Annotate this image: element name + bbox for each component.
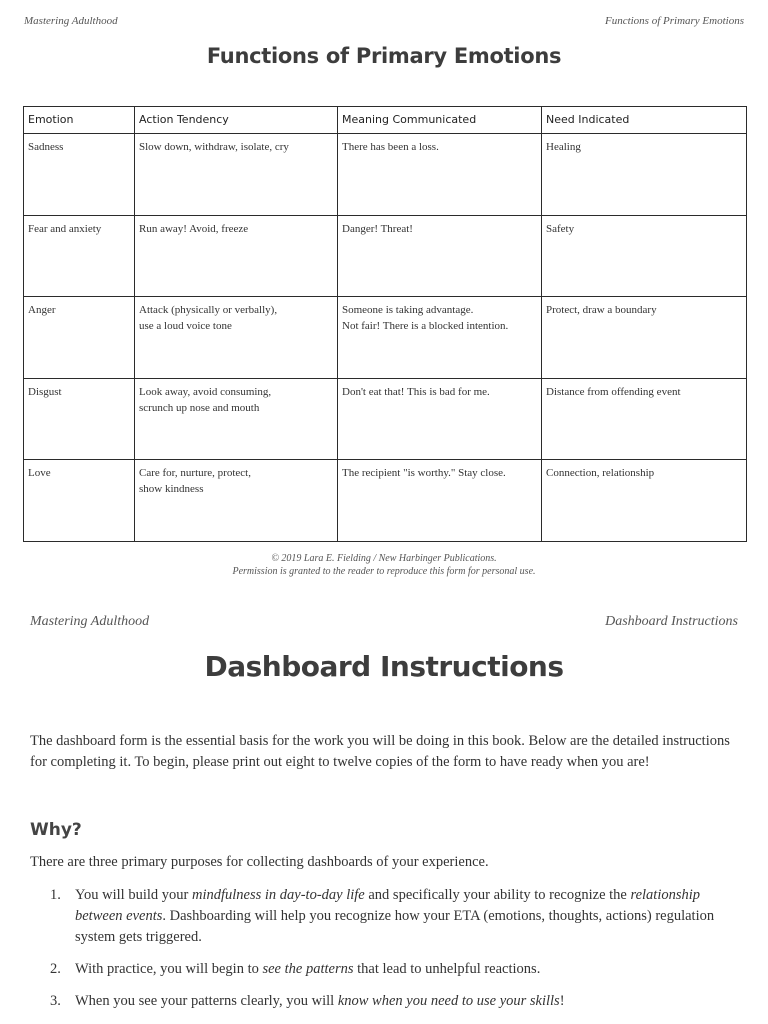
- cell-emotion: Sadness: [24, 134, 135, 216]
- page-title: Dashboard Instructions: [204, 650, 564, 683]
- list-item: 2. With practice, you will begin to see the patterns that lead to unhelpful reactions.: [30, 959, 740, 980]
- emotions-table: [23, 106, 747, 542]
- table-header-row: [24, 107, 747, 134]
- cell-action: Attack (physically or verbally), use a loud voice tone: [135, 297, 338, 379]
- cell-need: Healing: [542, 134, 747, 216]
- column-header-action-tendency: Action Tendency: [135, 107, 338, 134]
- page-title: Functions of Primary Emotions: [206, 44, 562, 68]
- column-header-meaning: Meaning Communicated: [338, 107, 542, 134]
- list-item: 3. When you see your patterns clearly, you will know when you need to use your skills!: [30, 991, 740, 1012]
- column-header-need: Need Indicated: [542, 107, 747, 134]
- cell-meaning: The recipient "is worthy." Stay close.: [338, 460, 542, 542]
- cell-action: Slow down, withdraw, isolate, cry: [135, 134, 338, 216]
- cell-meaning: Someone is taking advantage. Not fair! There is a blocked intention.: [338, 297, 542, 379]
- section-heading-why: Why?: [30, 820, 82, 840]
- cell-emotion: Love: [24, 460, 135, 542]
- list-number: 3.: [50, 993, 61, 1009]
- cell-meaning: Don't eat that! This is bad for me.: [338, 378, 542, 460]
- running-head-right: Functions of Primary Emotions: [604, 15, 744, 27]
- cell-action: Run away! Avoid, freeze: [135, 215, 338, 297]
- cell-need: Safety: [542, 215, 747, 297]
- table-row: [24, 134, 747, 216]
- list-item: 1. You will build your mindfulness in day-to-day life and specifically your ability to recognize the relationship between events. Dashboarding will help you recognize how your ETA (emotions, thoughts, actions) regulation system gets triggered.: [50, 887, 715, 945]
- cell-action: Care for, nurture, protect, show kindness: [135, 460, 338, 542]
- cell-meaning: There has been a loss.: [338, 134, 542, 216]
- copyright-line: © 2019 Lara E. Fielding / New Harbinger Publications.: [271, 553, 497, 564]
- cell-need: Distance from offending event: [542, 378, 747, 460]
- cell-emotion: Anger: [24, 297, 135, 379]
- table-row: [24, 460, 747, 542]
- purposes-list: [30, 885, 740, 1023]
- cell-emotion: Fear and anxiety: [24, 215, 135, 297]
- table-row: [24, 378, 747, 460]
- why-intro-paragraph: There are three primary purposes for collecting dashboards of your experience.: [30, 854, 489, 870]
- cell-need: Protect, draw a boundary: [542, 297, 747, 379]
- table-row: [24, 215, 747, 297]
- column-header-emotion: Emotion: [24, 107, 135, 134]
- running-head-left: Mastering Adulthood: [24, 15, 118, 27]
- running-head-left: Mastering Adulthood: [30, 614, 150, 629]
- cell-meaning: Danger! Threat!: [338, 215, 542, 297]
- cell-action: Look away, avoid consuming, scrunch up nose and mouth: [135, 378, 338, 460]
- running-head-right: Dashboard Instructions: [605, 614, 738, 629]
- copyright-footer: [0, 552, 768, 578]
- cell-emotion: Disgust: [24, 378, 135, 460]
- intro-paragraph: The dashboard form is the essential basis for the work you will be doing in this book. Below are the detailed instructions for completing it. To begin, please print out eight to twelve copies of the form to have ready when you are!: [30, 733, 730, 770]
- list-number: 2.: [50, 961, 61, 977]
- permission-line: Permission is granted to the reader to reproduce this form for personal use.: [232, 566, 536, 577]
- list-number: 1.: [50, 887, 61, 903]
- cell-need: Connection, relationship: [542, 460, 747, 542]
- table-row: [24, 297, 747, 379]
